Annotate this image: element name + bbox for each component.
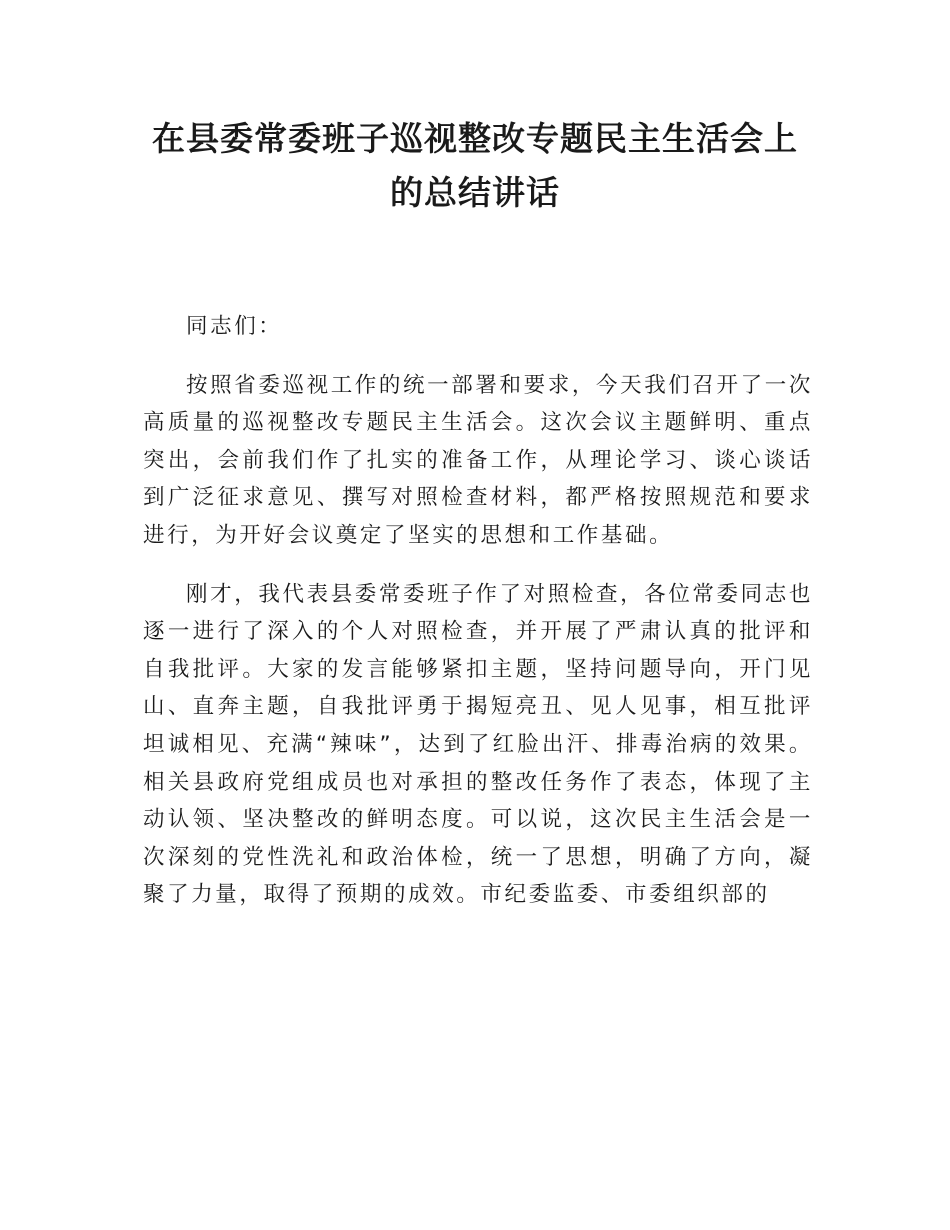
title-line-1: 在县委常委班子巡视整改专题民主生活会上 <box>152 119 798 158</box>
document-body <box>143 308 813 935</box>
title-line-2: 的总结讲话 <box>390 173 560 212</box>
paragraph-1: 按照省委巡视工作的统一部署和要求，今天我们召开了一次高质量的巡视整改专题民主生活会。这次会议主题鲜明、重点突出，会前我们作了扎实的准备工作，从理论学习、谈心谈话到广泛征求意见、撰写对照检查材料，都严格按照规范和要求进行，为开好会议奠定了坚实的思想和工作基础。 <box>143 372 813 548</box>
paragraph-2: 刚才，我代表县委常委班子作了对照检查，各位常委同志也逐一进行了深入的个人对照检查，并开展了严肃认真的批评和自我批评。大家的发言能够紧扣主题，坚持问题导向，开门见山、直奔主题，自我批评勇于揭短亮丑、见人见事，相互批评坦诚相见、充满“辣味”，达到了红脸出汗、排毒治病的效果。相关县政府党组成员也对承担的整改任务作了表态，体现了主动认领、坚决整改的鲜明态度。可以说，这次民主生活会是一次深刻的党性洗礼和政治体检，统一了思想，明确了方向，凝聚了力量，取得了预期的成效。市纪委监委、市委组织部的 <box>143 581 813 908</box>
salutation: 同志们： <box>186 314 283 339</box>
document-title <box>120 112 830 220</box>
